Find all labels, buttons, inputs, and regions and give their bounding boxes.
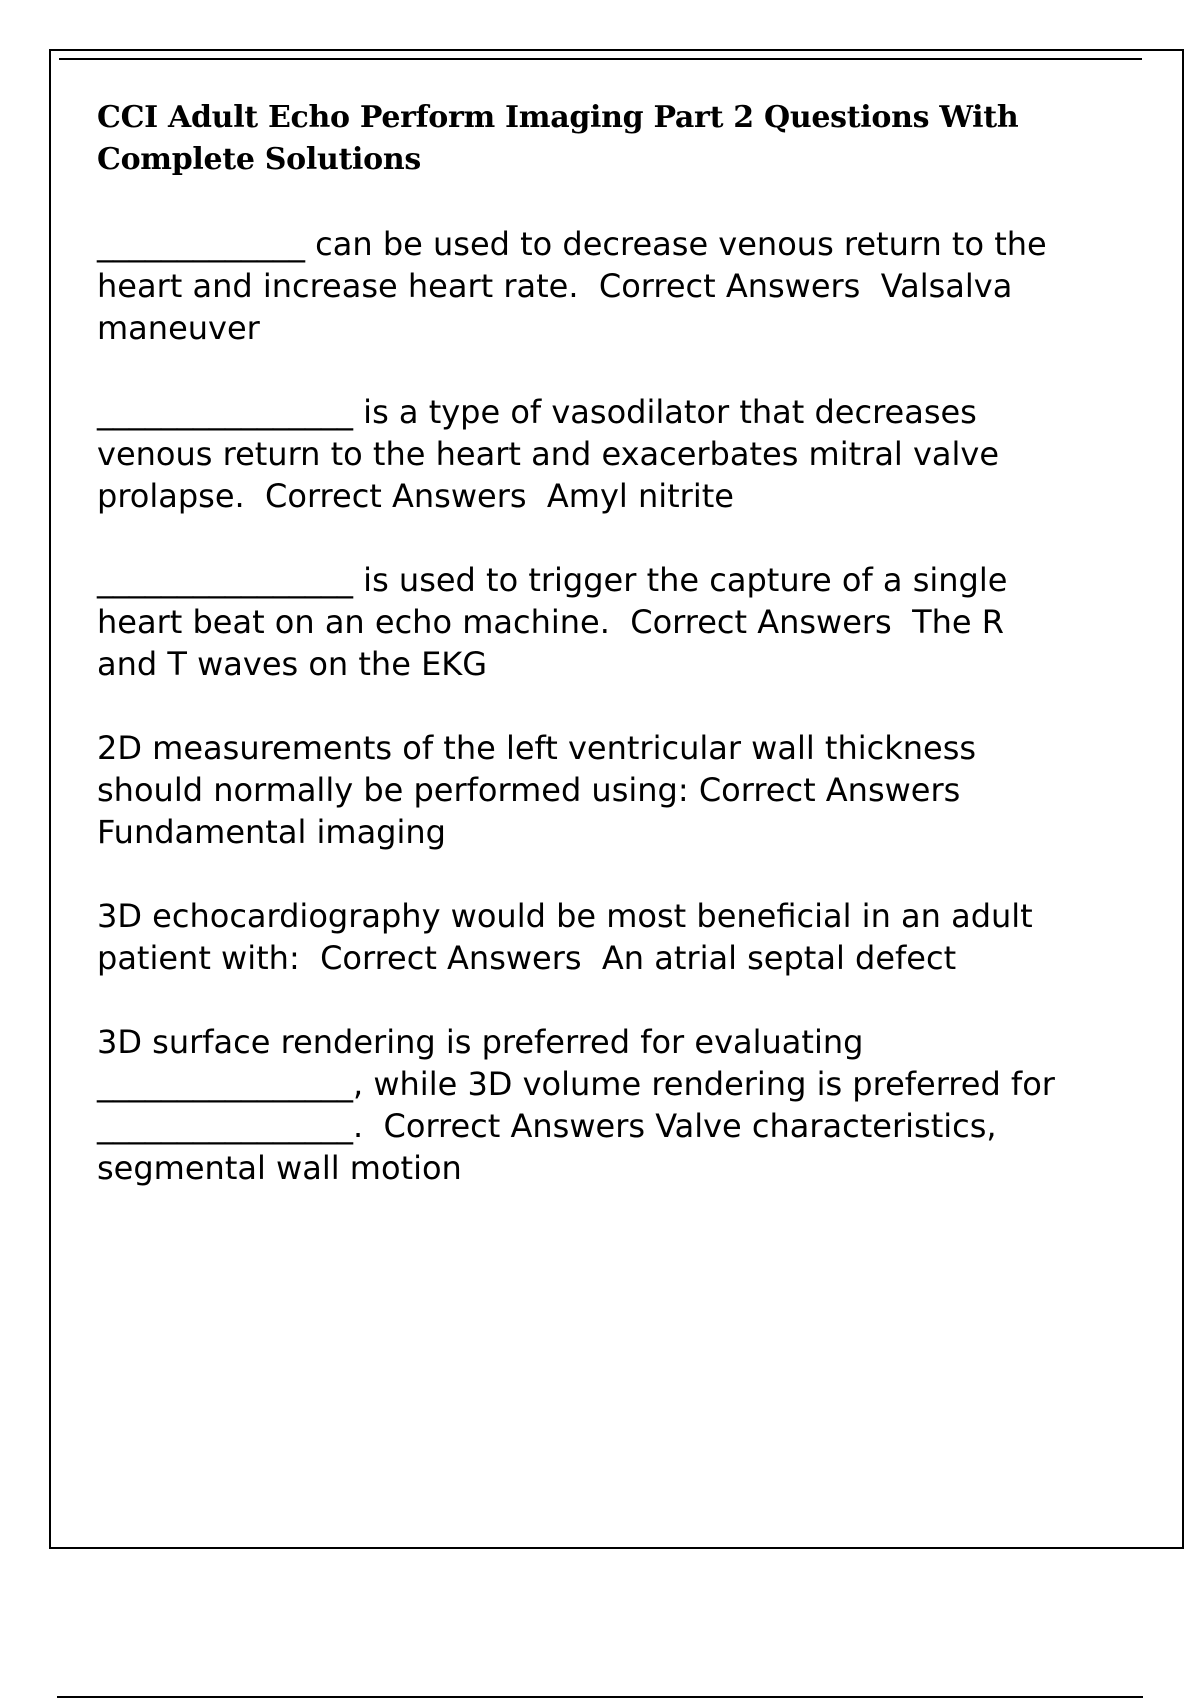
question-text: ________________ is a type of vasodilator that decreases venous return to the heart and exacerbates mitral valve prolapse. — [97, 393, 1010, 515]
question-text: _____________ can be used to decrease venous return to the heart and increase heart rate. — [97, 225, 1057, 305]
question-text: ________________ is used to trigger the capture of a single heart beat on an echo machine. — [97, 561, 1018, 641]
answer-text: Valve characteristics, segmental wall motion — [97, 1107, 1007, 1187]
answer-text: Amyl nitrite — [546, 477, 734, 515]
qa-item-5 — [97, 895, 1057, 979]
document-title: CCI Adult Echo Perform Imaging Part 2 Questions With Complete Solutions — [97, 100, 1019, 177]
qa-item-1 — [97, 223, 1057, 349]
answer-text: Fundamental imaging — [97, 813, 446, 851]
qa-item-6 — [97, 1021, 1066, 1189]
answer-text: The R and T waves on the EKG — [97, 603, 1015, 683]
answer-text: Valsalva maneuver — [97, 267, 1023, 347]
qa-item-4 — [97, 727, 1057, 853]
answer-text: An atrial septal defect — [601, 939, 957, 977]
qa-item-2 — [97, 391, 1057, 517]
question-text: 3D echocardiography would be most beneficial in an adult patient with: — [97, 897, 1043, 977]
document-content — [97, 97, 1066, 1231]
answer-label: Correct Answers — [383, 1107, 646, 1145]
qa-item-3 — [97, 559, 1057, 685]
bottom-rule — [57, 1696, 1143, 1698]
question-text: 3D surface rendering is preferred for evaluating ________________, while 3D volume rendering is preferred for ________________. — [97, 1023, 1066, 1145]
answer-label: Correct Answers — [320, 939, 582, 977]
answer-label: Correct Answers — [265, 477, 527, 515]
answer-label: Correct Answers — [630, 603, 892, 641]
answer-label: Correct Answers — [698, 771, 961, 809]
top-double-rule — [59, 58, 1142, 60]
answer-label: Correct Answers — [598, 267, 861, 305]
question-text: 2D measurements of the left ventricular wall thickness should normally be performed using: — [97, 729, 987, 809]
